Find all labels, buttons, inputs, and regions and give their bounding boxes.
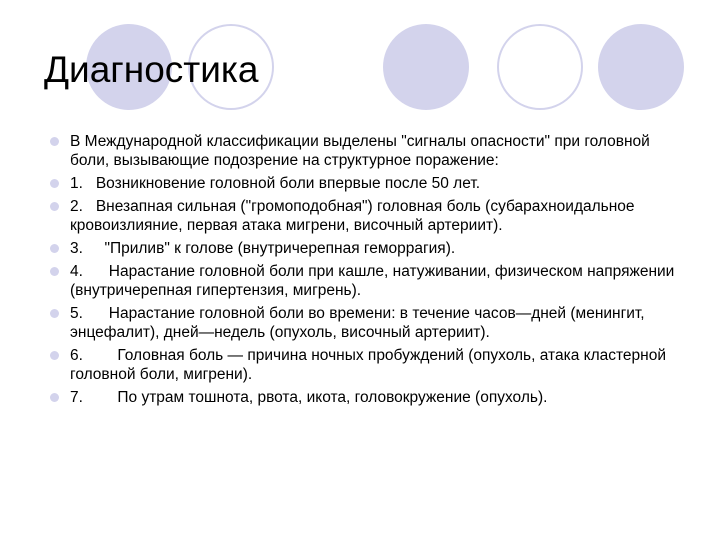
list-item — [48, 239, 688, 258]
bullet-dot-icon — [50, 309, 59, 318]
bullet-list — [48, 132, 688, 411]
bullet-dot-icon — [50, 351, 59, 360]
bullet-dot-icon — [50, 202, 59, 211]
list-item — [48, 304, 688, 342]
bullet-text: 5. Нарастание головной боли во времени: в течение часов—дней (менингит, энцефалит), дней—недель (опухоль, височный артериит). — [70, 305, 649, 341]
bullet-dot-icon — [50, 179, 59, 188]
bullet-text: 6. Головная боль — причина ночных пробуждений (опухоль, атака кластерной головной боли, мигрени). — [70, 347, 671, 383]
bullet-dot-icon — [50, 267, 59, 276]
list-item — [48, 197, 688, 235]
bullet-text: В Международной классификации выделены "сигналы опасности" при головной боли, вызывающие подозрение на структурное поражение: — [70, 133, 655, 169]
decor-circle-5 — [598, 24, 684, 110]
slide-title: Диагностика — [44, 49, 259, 90]
list-item — [48, 388, 688, 407]
bullet-dot-icon — [50, 137, 59, 146]
decor-circle-4 — [497, 24, 583, 110]
bullet-text: 1. Возникновение головной боли впервые после 50 лет. — [70, 175, 481, 192]
list-item — [48, 174, 688, 193]
list-item — [48, 346, 688, 384]
list-item — [48, 262, 688, 300]
bullet-text: 4. Нарастание головной боли при кашле, натуживании, физическом напряжении (внутричерепная гипертензия, мигрень). — [70, 263, 679, 299]
decor-circle-3 — [383, 24, 469, 110]
bullet-text: 7. По утрам тошнота, рвота, икота, головокружение (опухоль). — [70, 389, 548, 406]
bullet-dot-icon — [50, 244, 59, 253]
bullet-text: 2. Внезапная сильная ("громоподобная") головная боль (субарахноидальное кровоизлияние, первая атака мигрени, височный артериит). — [70, 198, 639, 234]
bullet-dot-icon — [50, 393, 59, 402]
list-item — [48, 132, 688, 170]
bullet-text: 3. "Прилив" к голове (внутричерепная геморрагия). — [70, 240, 456, 257]
